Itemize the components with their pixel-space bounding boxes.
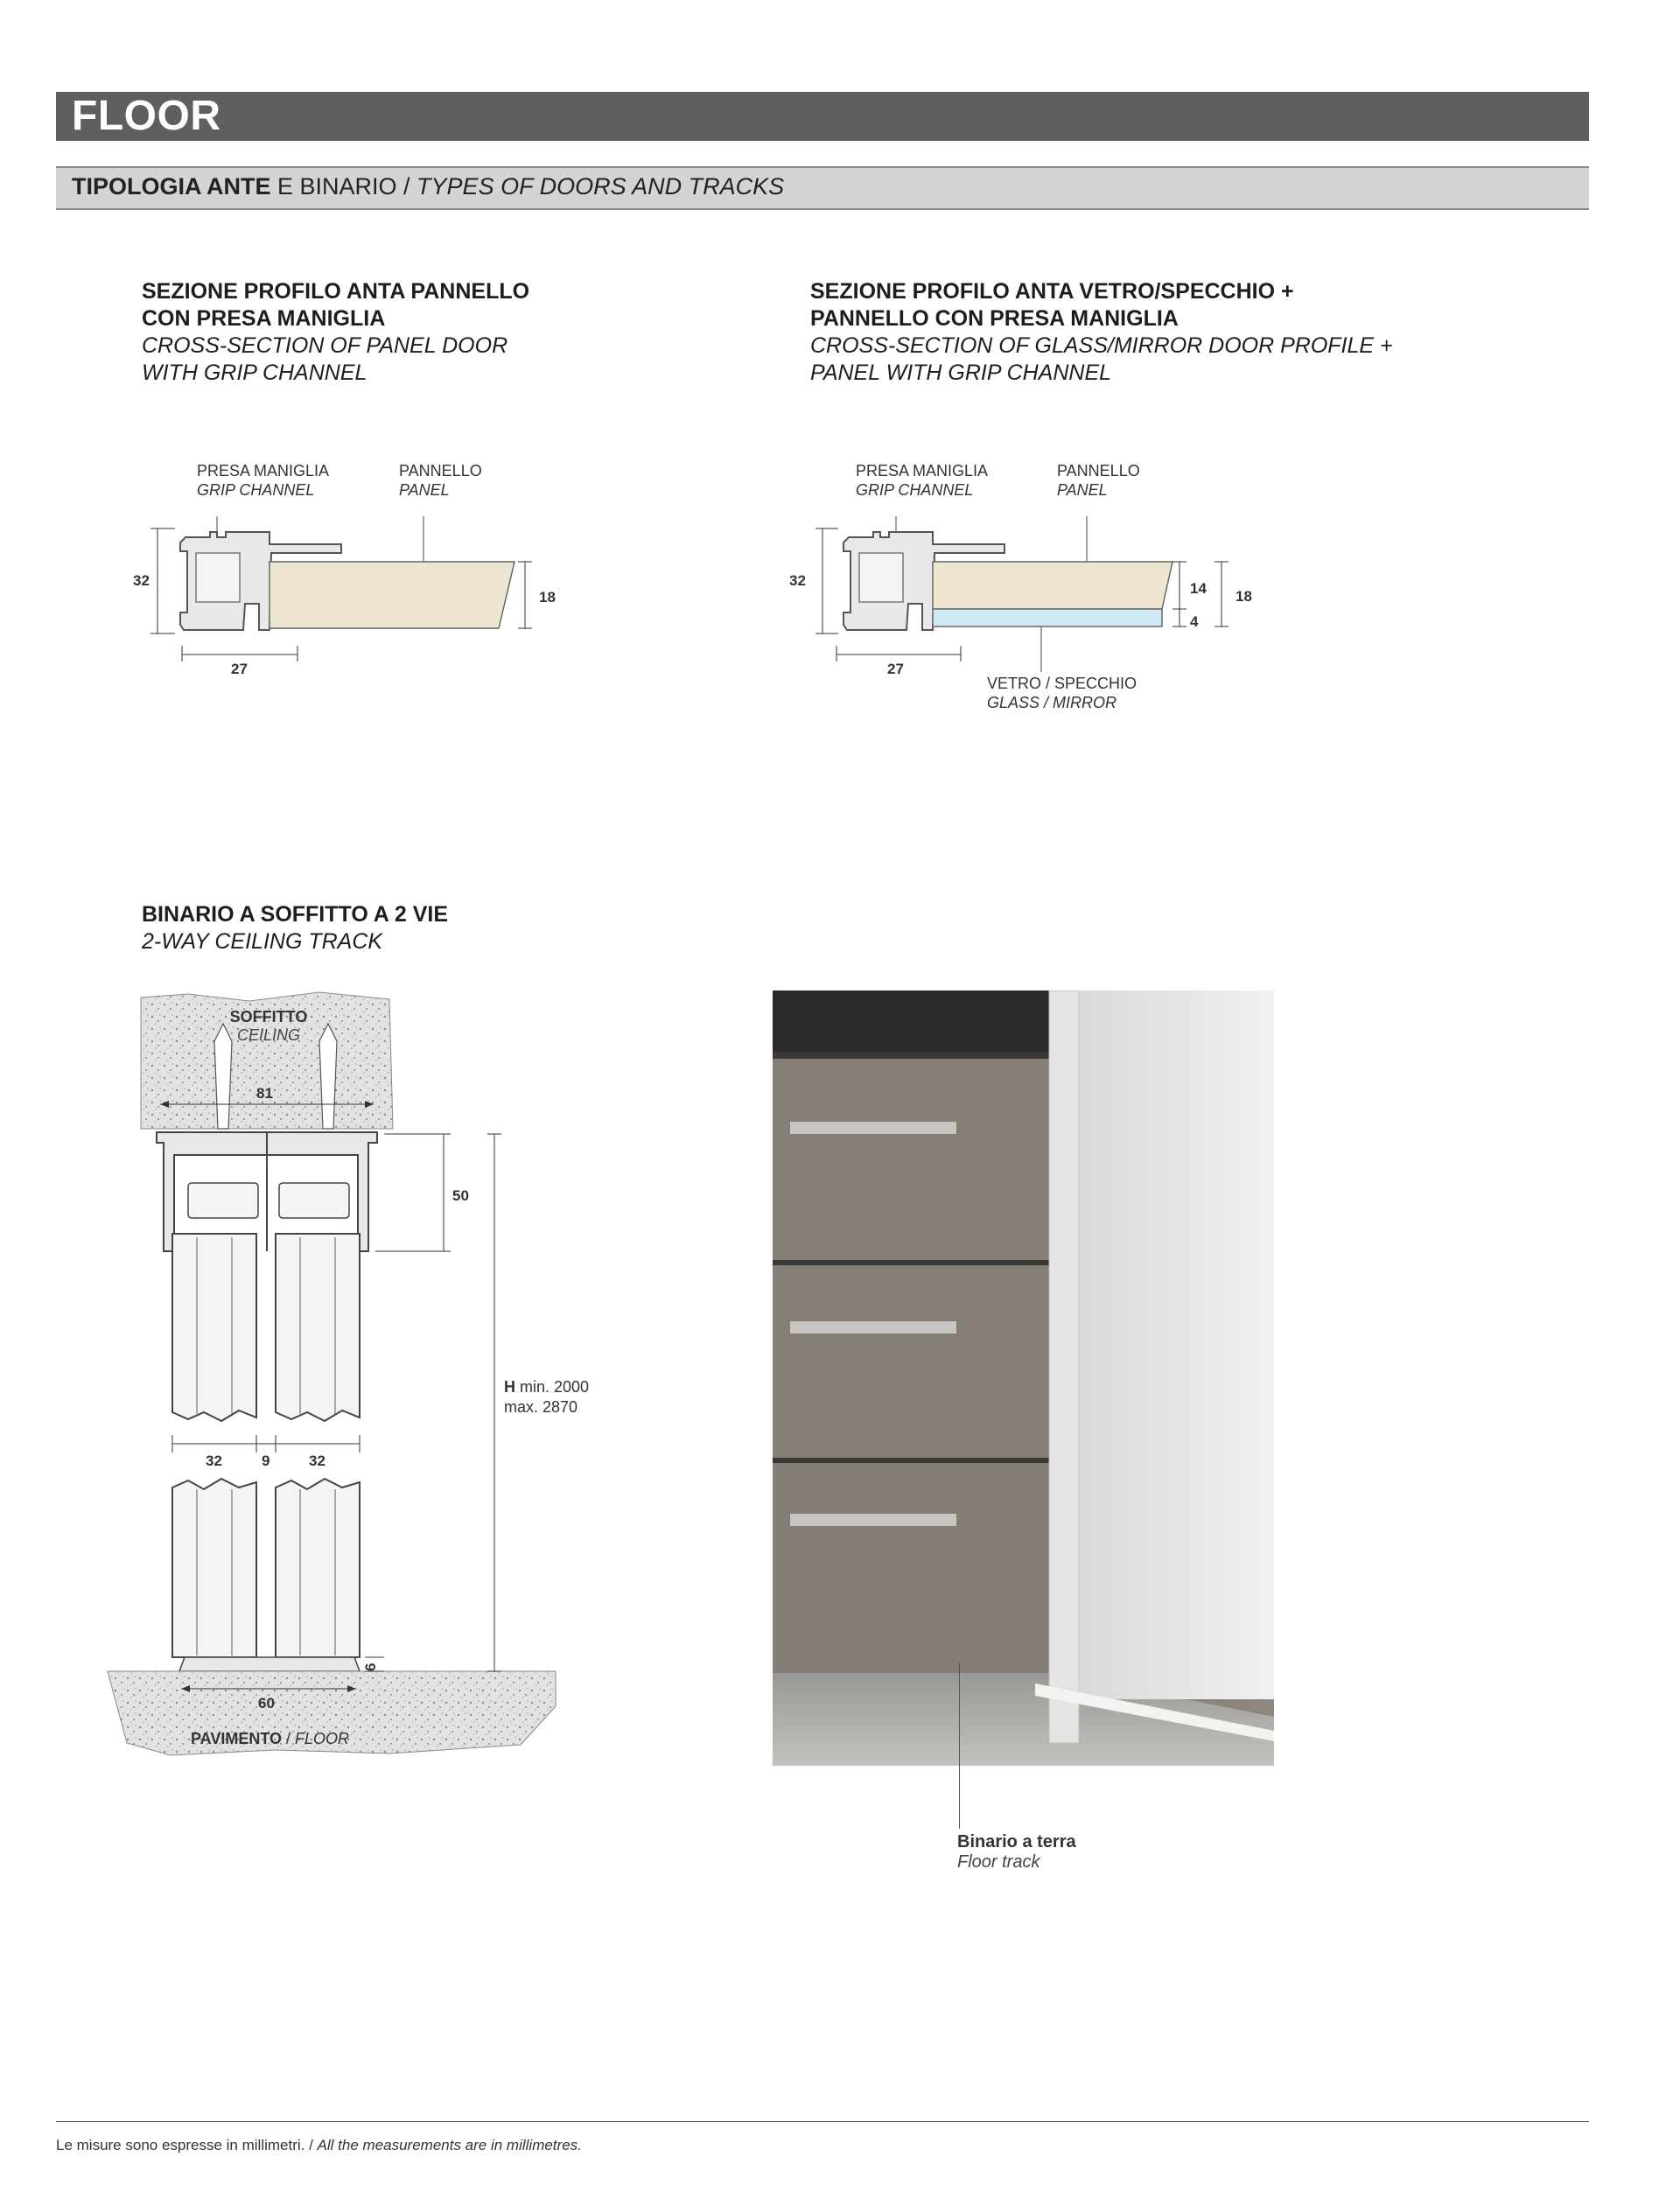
photo-caption-en: Floor track [957,1852,1040,1872]
drawer-gap-3 [773,1458,1053,1463]
dim-floor-height-label: 6 [362,1662,379,1671]
photo-caption-it: Binario a terra [957,1832,1076,1852]
dim-height-label: 32 [133,572,150,589]
footer-note-it: Le misure sono espresse in millimetri. / [56,2137,318,2153]
glass-profile-cavity [859,553,903,602]
wardrobe-photo [773,990,1274,1766]
section-panel-heading [142,278,529,387]
photo-caption [957,1832,1076,1872]
glass-dim-panel-label: 14 [1190,580,1207,597]
panel-panel-label-en: PANEL [399,481,450,499]
door-lower-left [172,1479,256,1657]
drawer-2-handle [790,1321,956,1334]
glass-mirror-label-it: VETRO / SPECCHIO [987,675,1138,692]
floor-label-it: PAVIMENTO [191,1730,283,1747]
roller-left [188,1183,258,1218]
glass-grip-label-it: PRESA MANIGLIA [856,462,989,480]
section-track-heading [142,901,448,956]
subheader-part3: TYPES OF DOORS AND TRACKS [416,173,785,200]
dim-h-min: min. 2000 [515,1378,590,1396]
glass-grip-label [856,461,988,500]
door-upper-right [276,1234,360,1421]
section-panel-title-1: SEZIONE PROFILO ANTA PANNELLO [142,279,530,304]
drawer-1 [773,1059,1053,1260]
ceiling-label-en: CEILING [236,1026,301,1044]
section-track-subtitle: 2-WAY CEILING TRACK [142,929,383,954]
ceiling-label-it: SOFFITTO [229,1008,308,1026]
panel-board [270,562,514,628]
glass-dim-width-label: 27 [887,661,904,677]
floor-label-en: FLOOR [295,1730,350,1747]
floor-guide-track [179,1657,360,1671]
drawer-gap-2 [773,1260,1053,1265]
section-glass-sub-2: PANEL WITH GRIP CHANNEL [810,360,1112,385]
drawer-2 [773,1265,1053,1458]
panel-cross-section-diagram [122,499,578,691]
section-track-title: BINARIO A SOFFITTO A 2 VIE [142,902,449,927]
ceiling-label [229,1008,308,1045]
floor-label-sep: / [282,1730,296,1747]
drawer-1-handle [790,1122,956,1134]
glass-dim-glass-label: 4 [1190,613,1199,630]
ceiling-anchor-right [319,1024,337,1129]
header-bar [56,92,1589,141]
dim-thickness-label: 18 [539,589,556,606]
section-glass-title-2: PANNELLO CON PRESA MANIGLIA [810,306,1179,331]
glass-panel-label [1057,461,1140,500]
dim-door2-label: 32 [309,1452,326,1469]
dim-h-max: max. 2870 [504,1398,578,1416]
subheader-part1: TIPOLOGIA ANTE [72,173,271,200]
panel-grip-label-it: PRESA MANIGLIA [197,462,330,480]
dim-h-prefix: H [504,1378,515,1396]
glass-grip-label-en: GRIP CHANNEL [856,481,974,499]
dim-track-height-label: 50 [452,1187,469,1204]
sliding-door [1079,990,1274,1699]
panel-panel-label [399,461,482,500]
panel-grip-label [197,461,329,500]
section-panel-sub-1: CROSS-SECTION OF PANEL DOOR [142,333,508,358]
dim-width-label: 27 [231,661,248,677]
page-title: FLOOR [72,93,221,139]
dim-door1-label: 32 [206,1452,222,1469]
footer-note-en: All the measurements are in millimetres. [317,2137,582,2153]
section-panel-sub-2: WITH GRIP CHANNEL [142,360,368,385]
drawer-3 [773,1463,1053,1673]
dim-track-width-label: 81 [256,1085,273,1102]
door-frame-profile [1049,990,1079,1743]
section-glass-sub-1: CROSS-SECTION OF GLASS/MIRROR DOOR PROFILE + [810,333,1393,358]
footer-note [56,2137,582,2154]
drawer-3-handle [790,1514,956,1526]
drawer-gap-1 [773,1052,1053,1059]
door-upper-left [172,1234,256,1421]
dim-h-label [504,1377,589,1418]
section-panel-title-2: CON PRESA MANIGLIA [142,306,386,331]
subheader-part2: E BINARIO / [270,173,417,200]
glass-panel-board [933,562,1172,609]
roller-right [279,1183,349,1218]
floor-label [191,1730,349,1748]
glass-dim-total-label: 18 [1236,588,1252,605]
glass-mirror-label-en: GLASS / MIRROR [987,694,1117,711]
panel-panel-label-it: PANNELLO [399,462,482,480]
panel-grip-label-en: GRIP CHANNEL [197,481,315,499]
section-glass-heading [810,278,1393,387]
glass-dim-height-label: 32 [789,572,806,589]
profile-cavity [196,553,240,602]
footer-divider [56,2121,1589,2122]
photo-leader-line [959,1662,960,1829]
dim-gap-label: 9 [262,1452,270,1469]
glass-mirror-layer [933,609,1162,626]
glass-cross-section-diagram [788,499,1278,691]
door-lower-right [276,1479,360,1657]
subheader-title [72,172,784,201]
glass-panel-label-en: PANEL [1057,481,1108,499]
photo-top-shadow [773,990,1061,1052]
dim-floor-track-label: 60 [258,1695,275,1712]
section-glass-title-1: SEZIONE PROFILO ANTA VETRO/SPECCHIO + [810,279,1294,304]
glass-panel-label-it: PANNELLO [1057,462,1140,480]
